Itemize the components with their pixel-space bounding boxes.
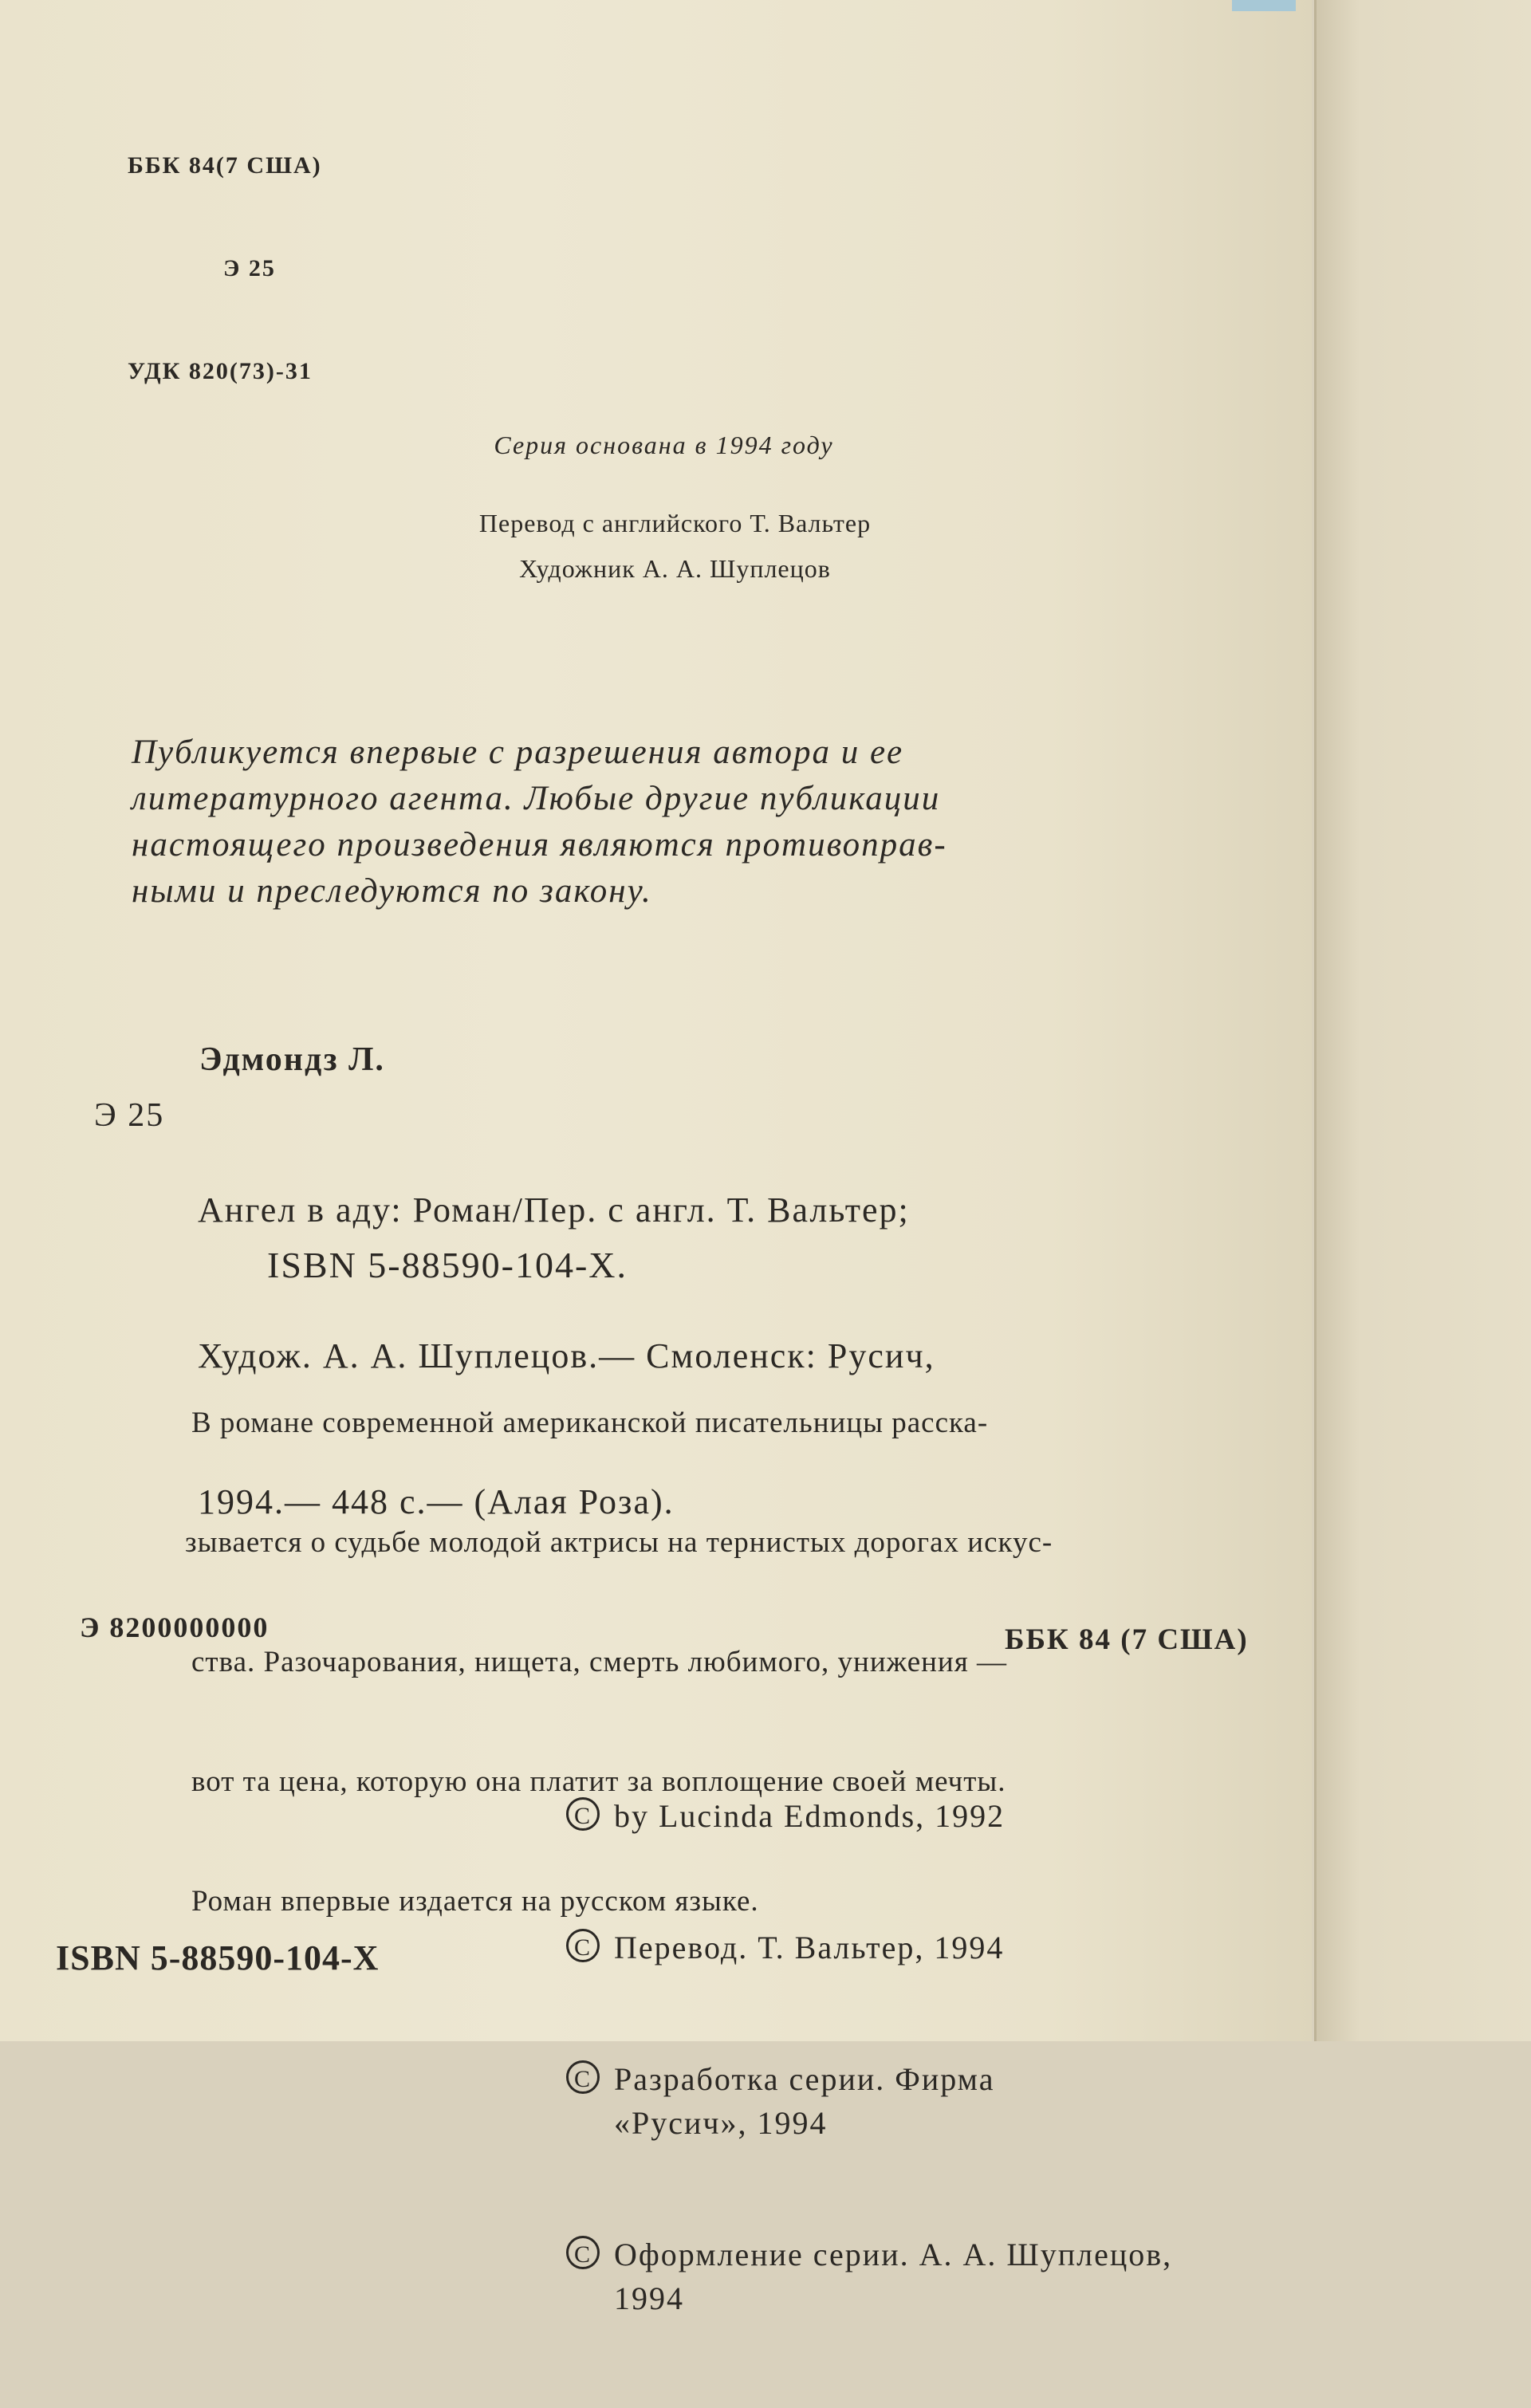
copyright-icon: C — [566, 1797, 600, 1831]
classification-codes — [128, 80, 322, 457]
udk-code: УДК 820(73)-31 — [128, 358, 313, 384]
e-number: Э 8200000000 — [80, 1611, 270, 1643]
abstract-line: Роман впервые издается на русском языке. — [191, 1885, 759, 1918]
catalog-author: Эдмондз Л. — [199, 1041, 385, 1078]
background-edge — [1232, 0, 1296, 11]
translator-credit: Перевод с английского Т. Вальтер — [478, 509, 872, 537]
notice-line: литературного агента. Любые другие публикации — [132, 780, 941, 817]
bbk-bottom: ББК 84 (7 США) — [1005, 1623, 1249, 1656]
catalog-code: Э 25 — [94, 1097, 165, 1134]
copyright-list — [566, 1706, 1172, 2408]
notice-line: Публикуется впервые с разрешения автора и ее — [132, 734, 904, 771]
copyright-notice — [132, 730, 1216, 915]
abstract-line: ства. Разочарования, нищета, смерть любимого, унижения — — [191, 1646, 1007, 1678]
copyright-icon: C — [566, 2236, 600, 2269]
author-mark: Э 25 — [223, 255, 276, 281]
bbk-code: ББК 84(7 США) — [128, 152, 322, 179]
copyright-icon: C — [566, 1929, 600, 1962]
artist-credit: Художник А. А. Шуплецов — [519, 554, 831, 583]
series-note: Серия основана в 1994 году — [494, 431, 834, 459]
copyright-icon: C — [566, 2060, 600, 2094]
copyright-row — [566, 2233, 1172, 2320]
notice-line: настоящего произведения являются противоправ- — [132, 826, 947, 864]
abstract-line: зывается о судьбе молодой актрисы на тернистых дорогах искус- — [185, 1526, 1053, 1559]
abstract-line: В романе современной американской писательницы расска- — [191, 1407, 989, 1439]
copyright-text: Оформление серии. А. А. Шуплецов, 1994 — [614, 2237, 1173, 2316]
catalog-line: Худож. А. А. Шуплецов.— Смоленск: Русич, — [198, 1336, 935, 1375]
copyright-row — [566, 1926, 1172, 1969]
catalog-line: Ангел в аду: Роман/Пер. с англ. Т. Вальтер; — [198, 1190, 910, 1230]
copyright-text: by Lucinda Edmonds, 1992 — [614, 1798, 1006, 1834]
copyright-row — [566, 2057, 1172, 2145]
catalog-line: 1994.— 448 с.— (Алая Роза). — [198, 1482, 675, 1521]
notice-line: ными и преследуются по закону. — [132, 872, 652, 910]
copyright-text: Разработка серии. Фирма «Русич», 1994 — [614, 2061, 995, 2141]
copyright-row — [566, 1794, 1172, 1838]
isbn-bottom: ISBN 5-88590-104-Х — [56, 1938, 380, 1977]
copyright-text: Перевод. Т. Вальтер, 1994 — [614, 1930, 1005, 1965]
catalog-isbn: ISBN 5-88590-104-Х. — [267, 1245, 628, 1285]
adjacent-page-edge — [1314, 0, 1531, 2041]
abstract-line: вот та цена, которую она платит за воплощение своей мечты. — [191, 1765, 1006, 1798]
